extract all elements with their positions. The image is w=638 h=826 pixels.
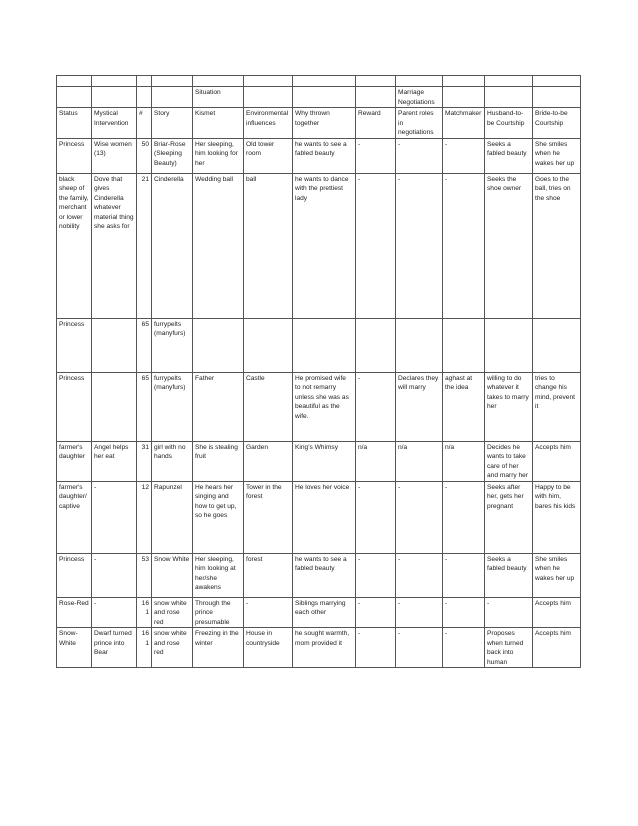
table-cell[interactable]: Seeks a fabled beauty [485, 553, 533, 597]
table-cell[interactable]: he wants to see a fabled beauty [293, 553, 356, 597]
table-cell[interactable]: Princess [57, 372, 92, 441]
cell[interactable] [485, 87, 533, 108]
column-header[interactable]: # [137, 108, 152, 139]
table-cell[interactable] [193, 318, 244, 372]
table-cell[interactable] [293, 318, 356, 372]
table-cell[interactable]: 21 [137, 173, 152, 318]
table-cell[interactable]: - [396, 597, 443, 628]
column-header[interactable]: Reward [356, 108, 396, 139]
table-cell[interactable]: he wants to see a fabled beauty [293, 138, 356, 173]
table-cell[interactable]: - [356, 173, 396, 318]
table-row [57, 441, 581, 481]
table-cell[interactable]: Dwarf turned prince into Bear [92, 628, 137, 668]
table-cell[interactable]: tries to change his mind, prevent it [533, 372, 581, 441]
table-cell[interactable]: Princess [57, 138, 92, 173]
column-header-row [57, 108, 581, 139]
cell[interactable] [293, 87, 356, 108]
cell[interactable] [137, 87, 152, 108]
table-cell[interactable]: She smiles when he wakes her up [533, 553, 581, 597]
cell[interactable] [92, 87, 137, 108]
table-cell[interactable]: Garden [244, 441, 293, 481]
table-cell[interactable]: She smiles when he wakes her up [533, 138, 581, 173]
table-cell[interactable]: Dove that gives Cinderella whatever material thing she asks for [92, 173, 137, 318]
table-cell[interactable]: Father [193, 372, 244, 441]
column-header[interactable]: Husband-to-be Courtship [485, 108, 533, 139]
table-row [57, 173, 581, 318]
table-cell[interactable]: - [443, 173, 485, 318]
table-cell[interactable]: Seeks the shoe owner [485, 173, 533, 318]
column-header[interactable]: Mystical Intervention [92, 108, 137, 139]
table-cell[interactable]: ball [244, 173, 293, 318]
table-cell[interactable]: Princess [57, 318, 92, 372]
column-header[interactable]: Environmental influences [244, 108, 293, 139]
table-cell[interactable]: - [92, 553, 137, 597]
table-cell[interactable] [244, 318, 293, 372]
table-cell[interactable]: Wedding ball [193, 173, 244, 318]
table-cell[interactable]: farmer's daughter/captive [57, 481, 92, 553]
table-cell[interactable] [92, 372, 137, 441]
table-row [57, 628, 581, 668]
table-cell[interactable]: he wants to dance with the prettiest lady [293, 173, 356, 318]
column-header[interactable]: Kismet [193, 108, 244, 139]
cell[interactable] [152, 76, 193, 87]
table-cell[interactable]: 65 [137, 372, 152, 441]
cell[interactable] [137, 76, 152, 87]
table-cell[interactable]: Her sleeping, him looking at her/she awakens [193, 553, 244, 597]
table-cell[interactable]: - [396, 173, 443, 318]
table-cell[interactable]: Tower in the forest [244, 481, 293, 553]
table-cell[interactable]: - [443, 553, 485, 597]
table-cell[interactable]: Snow White [152, 553, 193, 597]
cell[interactable] [533, 87, 581, 108]
column-header[interactable]: Status [57, 108, 92, 139]
table-cell[interactable]: - [396, 481, 443, 553]
table-cell[interactable]: Decides he wants to take care of her and marry her [485, 441, 533, 481]
cell[interactable] [244, 87, 293, 108]
table-cell[interactable]: farmer's daughter [57, 441, 92, 481]
table-cell[interactable]: - [356, 597, 396, 628]
cell[interactable] [244, 76, 293, 87]
table-cell[interactable]: House in countryside [244, 628, 293, 668]
table-cell[interactable]: He hears her singing and how to get up, so he goes [193, 481, 244, 553]
table-cell[interactable]: - [443, 597, 485, 628]
table-cell[interactable]: - [396, 138, 443, 173]
table-cell[interactable]: She is stealing fruit [193, 441, 244, 481]
table-cell[interactable]: Seeks after her, gets her pregnant [485, 481, 533, 553]
blank-row [57, 76, 581, 87]
table-cell[interactable]: n/a [396, 441, 443, 481]
table-cell[interactable]: Old tower room [244, 138, 293, 173]
table-cell[interactable]: Seeks a fabled beauty [485, 138, 533, 173]
table-cell[interactable]: Rapunzel [152, 481, 193, 553]
situation-group-label[interactable]: Situation [193, 87, 244, 108]
column-header[interactable]: Parent roles in negotiations [396, 108, 443, 139]
table-row [57, 372, 581, 441]
table-cell[interactable]: willing to do whatever it takes to marry her [485, 372, 533, 441]
table-cell[interactable]: He loves her voice [293, 481, 356, 553]
table-cell[interactable]: - [356, 138, 396, 173]
table-cell[interactable]: - [356, 553, 396, 597]
table-cell[interactable]: Cinderella [152, 173, 193, 318]
table-cell[interactable]: forest [244, 553, 293, 597]
table-cell[interactable]: Snow-White [57, 628, 92, 668]
cell[interactable] [57, 87, 92, 108]
table-cell[interactable]: snow white and rose red [152, 628, 193, 668]
column-header[interactable]: Matchmaker [443, 108, 485, 139]
column-header[interactable]: Why thrown together [293, 108, 356, 139]
table-cell[interactable]: - [443, 138, 485, 173]
table-cell[interactable]: Declares they will marry [396, 372, 443, 441]
column-header[interactable]: Story [152, 108, 193, 139]
table-cell[interactable] [92, 318, 137, 372]
table-cell[interactable]: Proposes when turned back into human [485, 628, 533, 668]
table-row [57, 138, 581, 173]
table-cell[interactable]: Accepts him [533, 597, 581, 628]
table-cell[interactable]: n/a [443, 441, 485, 481]
table-cell[interactable]: Goes to the ball, tries on the shoe [533, 173, 581, 318]
table-cell[interactable]: Happy to be with him, bares his kids [533, 481, 581, 553]
cell[interactable] [92, 76, 137, 87]
table-row [57, 597, 581, 628]
table-cell[interactable]: - [356, 481, 396, 553]
cell[interactable] [533, 76, 581, 87]
cell[interactable] [57, 76, 92, 87]
table-cell[interactable] [485, 318, 533, 372]
table-cell[interactable]: 50 [137, 138, 152, 173]
column-header[interactable]: Bride-to-be Courtship [533, 108, 581, 139]
cell[interactable] [485, 76, 533, 87]
cell[interactable] [356, 87, 396, 108]
table-cell[interactable]: n/a [356, 441, 396, 481]
cell[interactable] [443, 76, 485, 87]
table-cell[interactable]: - [443, 481, 485, 553]
table-cell[interactable]: - [396, 553, 443, 597]
cell[interactable] [293, 76, 356, 87]
table-cell[interactable]: King's Whimsy [293, 441, 356, 481]
table-cell[interactable]: Briar-Rose (Sleeping Beauty) [152, 138, 193, 173]
cell[interactable] [396, 76, 443, 87]
table-cell[interactable]: furrypelts (manyfurs) [152, 372, 193, 441]
table-cell[interactable]: 161 [137, 597, 152, 628]
table-cell[interactable] [533, 318, 581, 372]
group-header-row [57, 87, 581, 108]
table-cell[interactable]: Castle [244, 372, 293, 441]
fairy-tale-table [56, 75, 581, 668]
table-cell[interactable]: - [92, 481, 137, 553]
table-cell[interactable]: - [356, 372, 396, 441]
table-cell[interactable]: 53 [137, 553, 152, 597]
table-cell[interactable]: Her sleeping, him looking for her [193, 138, 244, 173]
table-cell[interactable]: Princess [57, 553, 92, 597]
table-cell[interactable]: - [244, 597, 293, 628]
table-cell[interactable]: - [356, 628, 396, 668]
cell[interactable] [152, 87, 193, 108]
table-cell[interactable]: He promised wife to not remarry unless she was as beautiful as the wife. [293, 372, 356, 441]
table-cell[interactable] [443, 318, 485, 372]
table-row [57, 481, 581, 553]
table-cell[interactable]: he sought warmth, mom provided it [293, 628, 356, 668]
table-cell[interactable]: furrypelts (manyfurs) [152, 318, 193, 372]
table-cell[interactable]: Accepts him [533, 628, 581, 668]
cell[interactable] [443, 87, 485, 108]
table-cell[interactable]: - [485, 597, 533, 628]
marriage-negotiations-group-label[interactable]: Marriage Negotiations [396, 87, 443, 108]
table-cell[interactable]: - [396, 628, 443, 668]
table-cell[interactable]: 161 [137, 628, 152, 668]
cell[interactable] [193, 76, 244, 87]
table-cell[interactable]: Angel helps her eat [92, 441, 137, 481]
table-cell[interactable]: 65 [137, 318, 152, 372]
table-cell[interactable]: Freezing in the winter [193, 628, 244, 668]
table-cell[interactable]: - [443, 628, 485, 668]
table-cell[interactable] [356, 318, 396, 372]
table-cell[interactable]: Siblings marrying each other [293, 597, 356, 628]
spreadsheet [56, 75, 580, 668]
table-cell[interactable] [396, 318, 443, 372]
table-cell[interactable]: aghast at the idea [443, 372, 485, 441]
table-row [57, 318, 581, 372]
table-cell[interactable]: Wise women (13) [92, 138, 137, 173]
table-cell[interactable]: Rose-Red [57, 597, 92, 628]
table-cell[interactable]: snow white and rose red [152, 597, 193, 628]
table-cell[interactable]: Through the prince presumable [193, 597, 244, 628]
table-cell[interactable]: girl with no hands [152, 441, 193, 481]
table-row [57, 553, 581, 597]
table-cell[interactable]: black sheep of the family, merchant or lower nobility [57, 173, 92, 318]
cell[interactable] [356, 76, 396, 87]
table-cell[interactable]: 12 [137, 481, 152, 553]
table-cell[interactable]: Accepts him [533, 441, 581, 481]
table-cell[interactable]: - [92, 597, 137, 628]
table-cell[interactable]: 31 [137, 441, 152, 481]
